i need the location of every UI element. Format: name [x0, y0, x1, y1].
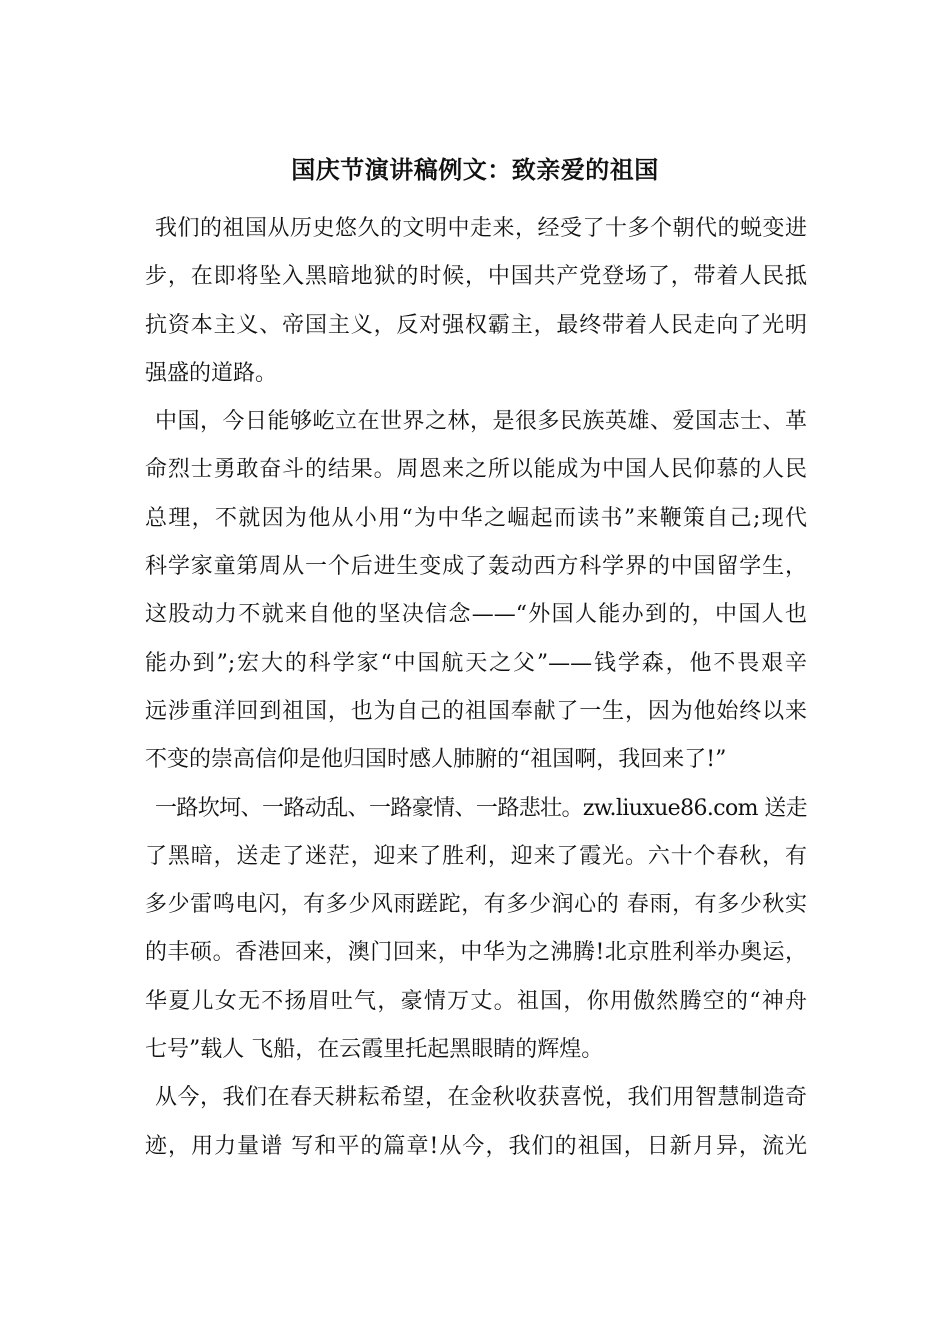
body-line: 不变的崇高信仰是他归国时感人肺腑的“祖国啊，我回来了!” [145, 747, 727, 773]
body-line: 科学家童第周从一个后进生变成了轰动西方科学界的中国留学生， [145, 554, 807, 580]
body-line: 远涉重洋回到祖国，也为自己的祖国奉献了一生，因为他始终以来 [145, 698, 807, 724]
body-line: 迹，用力量谱 写和平的篇章!从今，我们的祖国，日新月异，流光 [145, 1133, 807, 1159]
body-line: 能办到”;宏大的科学家“中国航天之父”——钱学森，他不畏艰辛 [145, 650, 807, 676]
body-line: 这股动力不就来自他的坚决信念——“外国人能办到的，中国人也 [145, 602, 807, 628]
body-line: 七号”载人 飞船，在云霞里托起黑眼睛的辉煌。 [145, 1037, 604, 1063]
body-line: 强盛的道路。 [145, 360, 278, 386]
body-line: 了黑暗，送走了迷茫，迎来了胜利，迎来了霞光。六十个春秋，有 [145, 843, 807, 869]
body-line: 命烈士勇敢奋斗的结果。周恩来之所以能成为中国人民仰慕的人民 [145, 457, 807, 483]
body-line: 从今，我们在春天耕耘希望，在金秋收获喜悦，我们用智慧制造奇 [155, 1085, 807, 1111]
body-line: 一路坎坷、一路动乱、一路豪情、一路悲壮。zw.liuxue86.com 送走 [155, 795, 808, 821]
body-line: 华夏儿女无不扬眉吐气，豪情万丈。祖国，你用傲然腾空的“神舟 [145, 988, 807, 1014]
body-line: 的丰硕。香港回来，澳门回来，中华为之沸腾!北京胜利举办奥运， [145, 940, 807, 966]
body-line: 多少雷鸣电闪，有多少风雨蹉跎，有多少润心的 春雨，有多少秋实 [145, 892, 807, 918]
body-line: 步，在即将坠入黑暗地狱的时候，中国共产党登场了，带着人民抵 [145, 264, 807, 290]
document-title: 国庆节演讲稿例文：致亲爱的祖国 [291, 155, 659, 184]
document-body [145, 205, 807, 1171]
body-line: 抗资本主义、帝国主义，反对强权霸主，最终带着人民走向了光明 [145, 312, 807, 338]
body-line: 总理，不就因为他从小用“为中华之崛起而读书”来鞭策自己;现代 [145, 505, 807, 531]
body-line: 中国，今日能够屹立在世界之林，是很多民族英雄、爱国志士、革 [155, 409, 807, 435]
body-line: 我们的祖国从历史悠久的文明中走来，经受了十多个朝代的蜕变进 [155, 216, 807, 241]
